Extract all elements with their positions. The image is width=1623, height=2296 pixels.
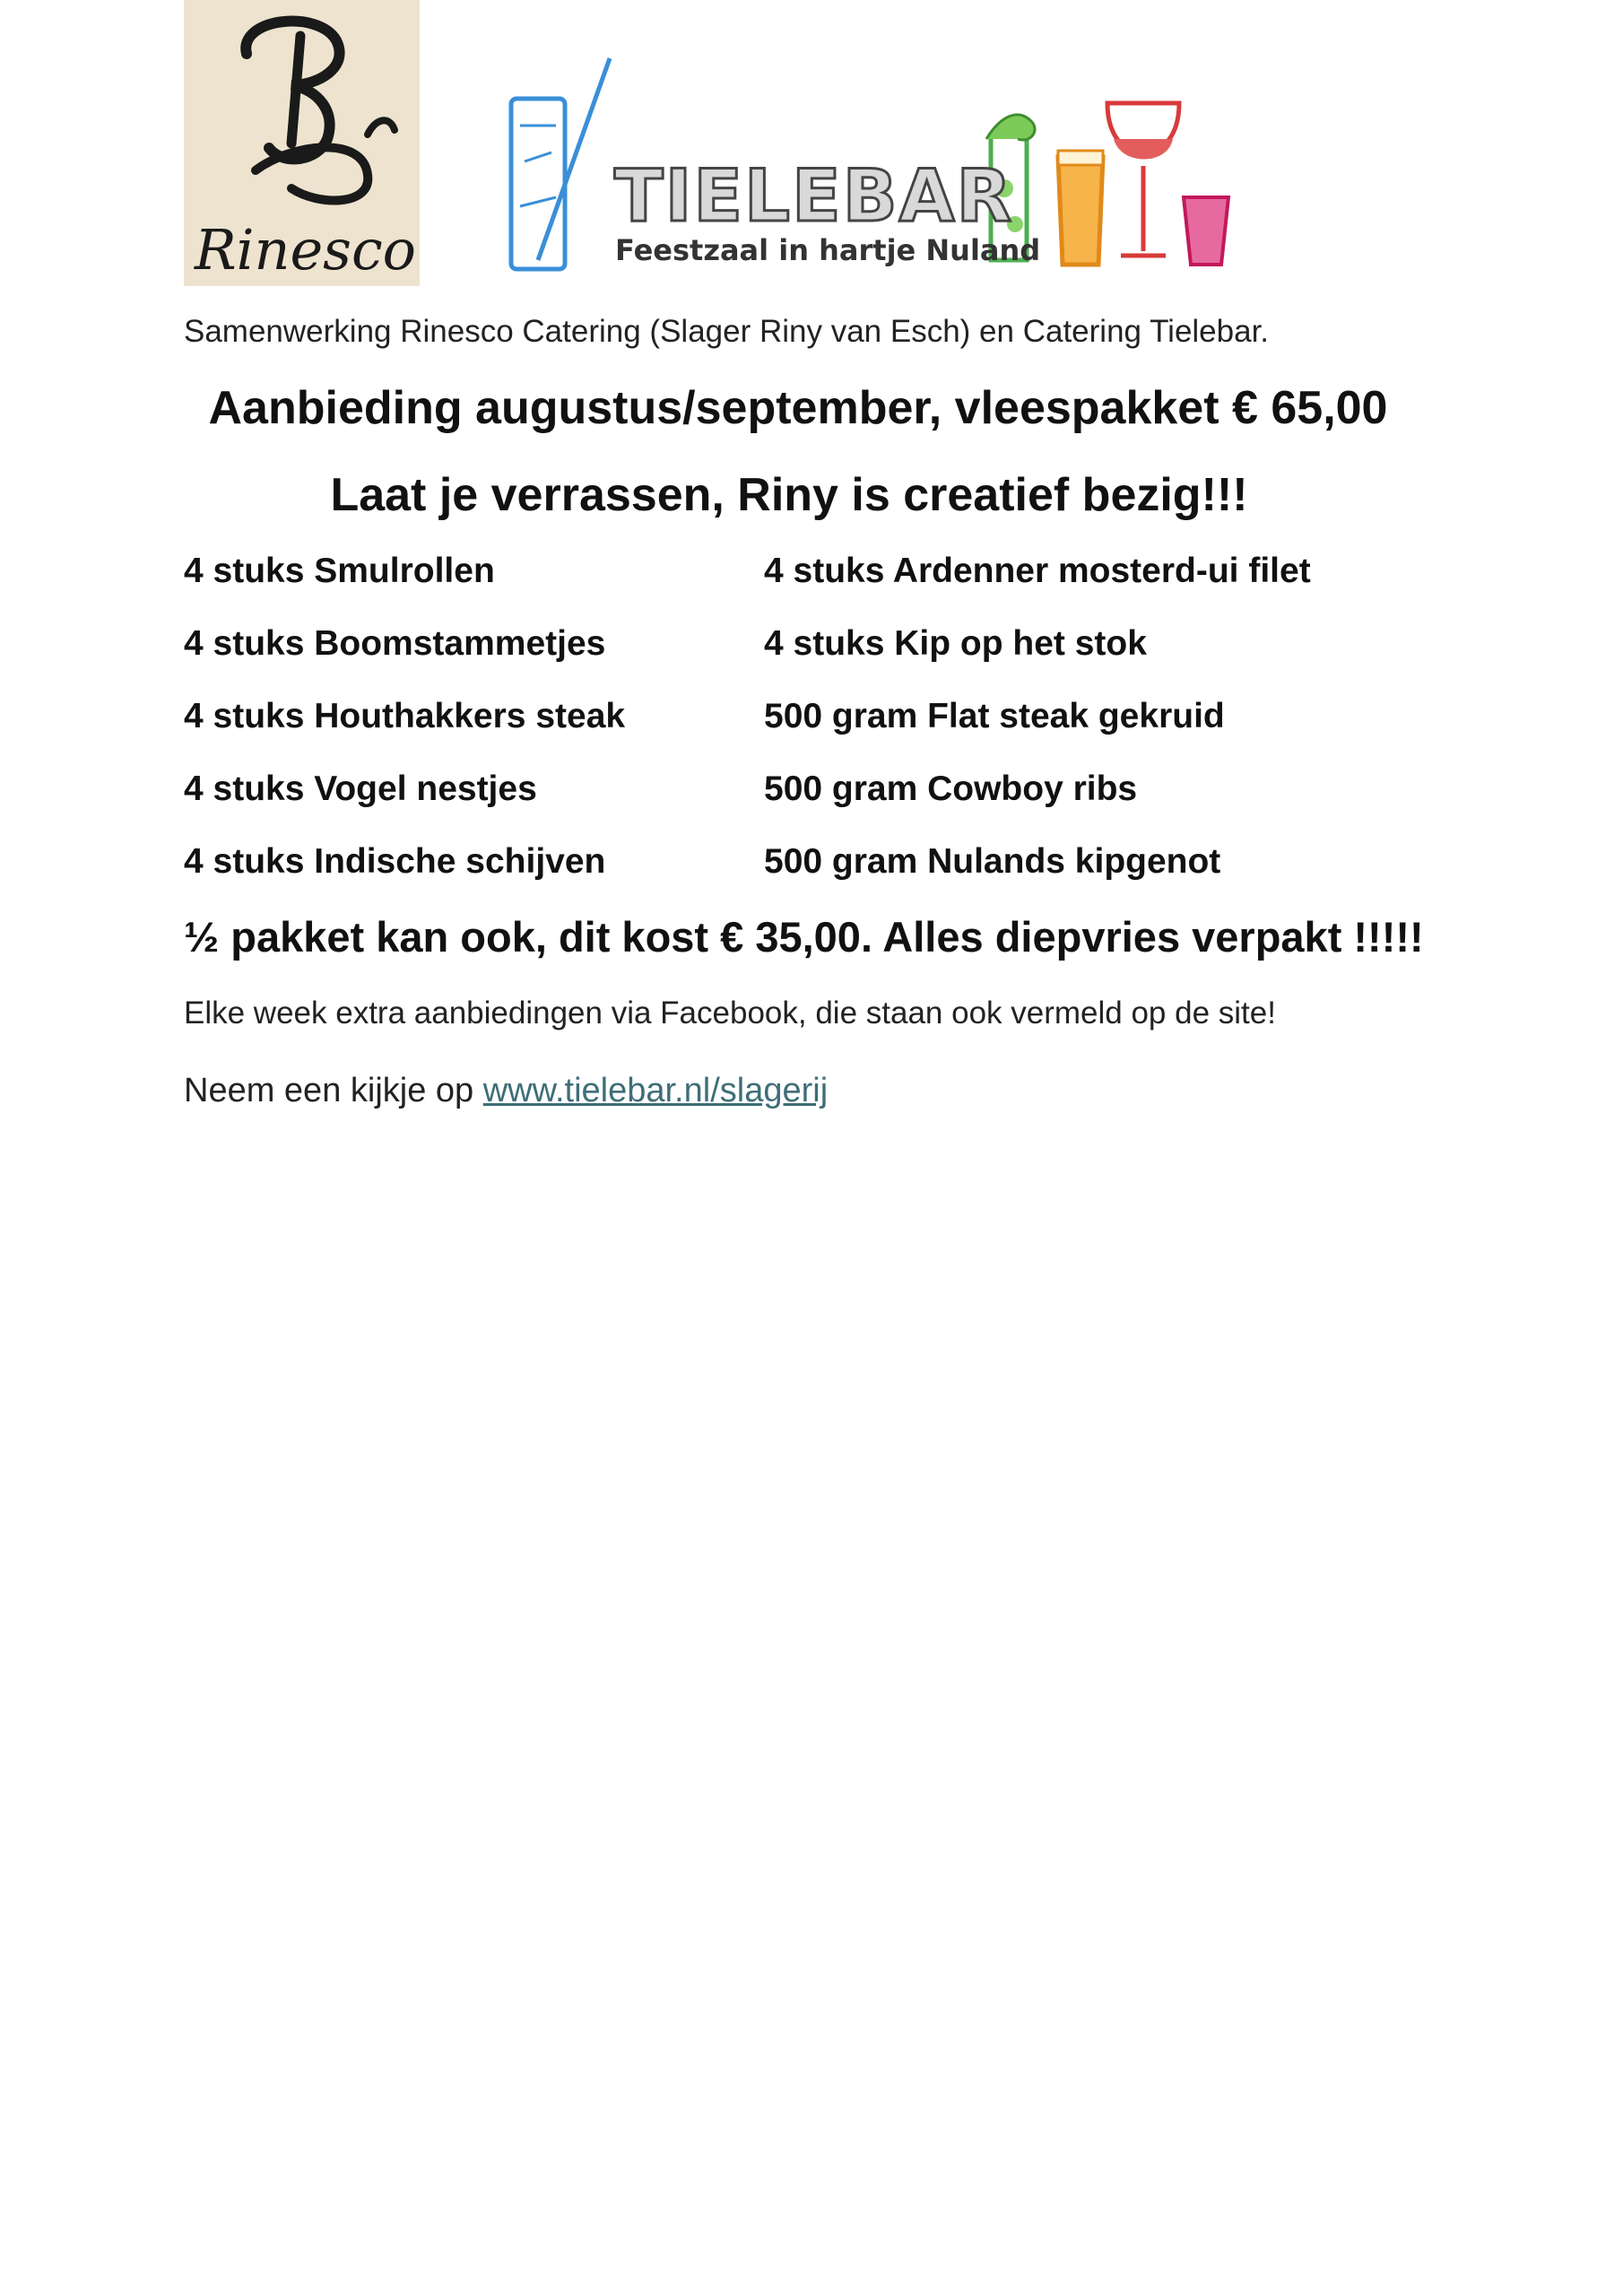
rinesco-monogram-icon: [184, 0, 420, 286]
intro-text: Samenwerking Rinesco Catering (Slager Riny van Esch) en Catering Tielebar.: [184, 314, 1270, 349]
list-item: 4 stuks Houthakkers steak: [184, 697, 626, 735]
rinesco-logo: [184, 0, 420, 286]
list-item: 4 stuks Indische schijven: [184, 842, 606, 881]
list-item: 4 stuks Ardenner mosterd-ui filet: [764, 552, 1311, 590]
offer-subheadline: Laat je verrassen, Riny is creatief bezig!!!: [330, 469, 1248, 521]
facebook-note: Elke week extra aanbiedingen via Facebook, die staan ook vermeld op de site!: [184, 996, 1276, 1031]
tielebar-logo: [502, 54, 1237, 278]
website-link[interactable]: www.tielebar.nl/slagerij: [482, 1072, 829, 1109]
list-item: 4 stuks Kip op het stok: [764, 624, 1147, 663]
tielebar-title: TIELEBAR: [614, 154, 1014, 238]
rinesco-logo-text: Rinesco: [195, 217, 417, 283]
list-item: 4 stuks Vogel nestjes: [184, 770, 537, 808]
website-prefix: Neem een kijkje op: [184, 1072, 483, 1109]
website-line: [184, 1072, 828, 1110]
list-item: 4 stuks Boomstammetjes: [184, 624, 606, 663]
list-item: 500 gram Nulands kipgenot: [764, 842, 1221, 881]
tielebar-subtitle: Feestzaal in hartje Nuland: [615, 233, 1041, 267]
list-item: 4 stuks Smulrollen: [184, 552, 495, 590]
list-item: 500 gram Cowboy ribs: [764, 770, 1138, 808]
list-item: 500 gram Flat steak gekruid: [764, 697, 1225, 735]
half-package-note: ½ pakket kan ook, dit kost € 35,00. Alles diepvries verpakt !!!!!: [184, 913, 1424, 961]
offer-headline: Aanbieding augustus/september, vleespakket € 65,00: [208, 382, 1388, 434]
